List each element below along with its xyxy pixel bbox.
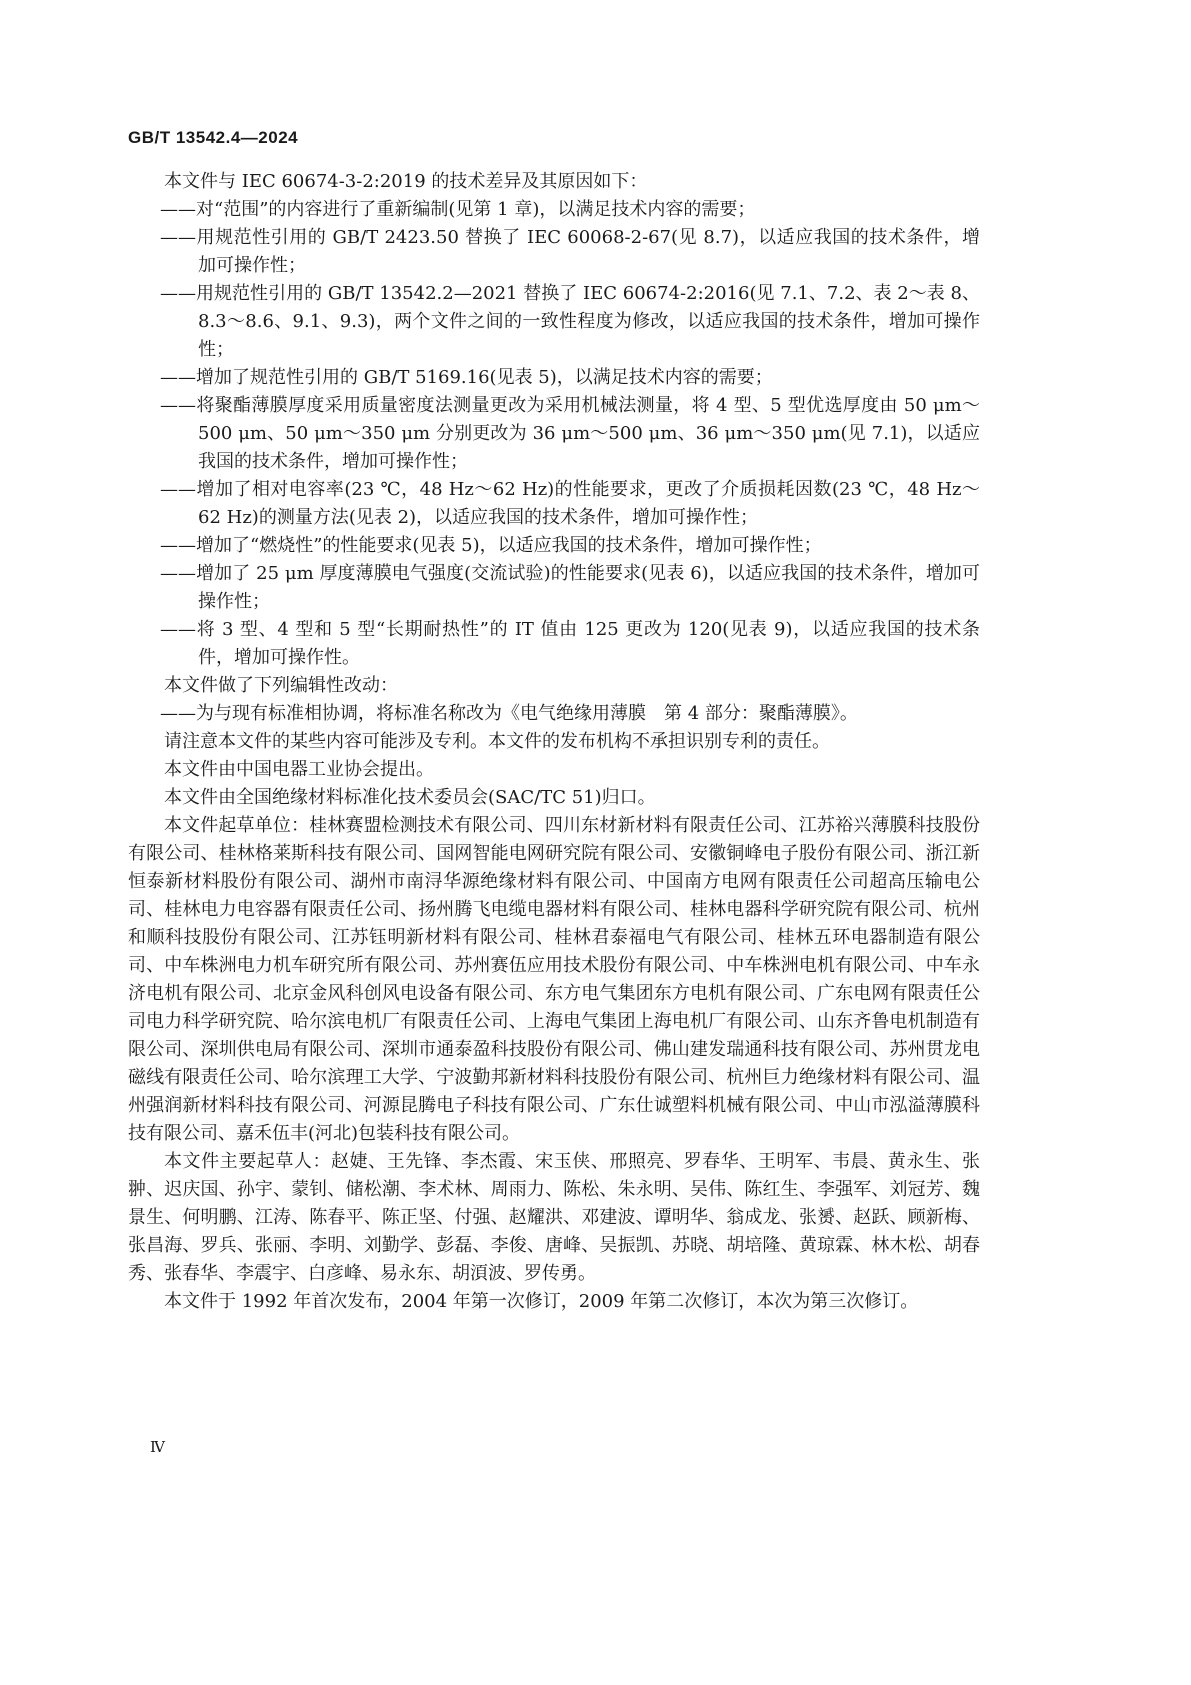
tech-diff-item: ——增加了 25 μm 厚度薄膜电气强度(交流试验)的性能要求(见表 6)，以适应我国的技术条件，增加可操作性；: [160, 563, 980, 612]
page-number: Ⅳ: [150, 1438, 165, 1456]
tech-diff-item: ——增加了规范性引用的 GB/T 5169.16(见表 5)，以满足技术内容的需要；: [160, 367, 773, 388]
tech-diff-item: ——增加了相对电容率(23 ℃，48 Hz～62 Hz)的性能要求，更改了介质损耗因数(23 ℃，48 Hz～62 Hz)的测量方法(见表 2)，以适应我国的技术条件，增加可操作性；: [160, 479, 980, 528]
tech-diff-intro: 本文件与 IEC 60674-3-2:2019 的技术差异及其原因如下：: [164, 171, 648, 192]
patent-note: 请注意本文件的某些内容可能涉及专利。本文件的发布机构不承担识别专利的责任。: [164, 731, 830, 752]
tech-diff-item: ——用规范性引用的 GB/T 2423.50 替换了 IEC 60068-2-67(见 8.7)，以适应我国的技术条件，增加可操作性；: [160, 227, 980, 276]
main-drafters: 本文件主要起草人：赵婕、王先锋、李杰霞、宋玉侠、邢照亮、罗春华、王明军、韦晨、黄永生、张翀、迟庆国、孙宇、蒙钊、储松潮、李术林、周雨力、陈松、朱永明、吴伟、陈红生、李强军、刘冠芳、魏景生、何明鹏、江涛、陈春平、陈正坚、付强、赵耀洪、邓建波、谭明华、翁成龙、张赟、赵跃、顾新梅、张昌海、罗兵、张丽、李明、刘勤学、彭磊、李俊、唐峰、吴振凯、苏晓、胡培隆、黄琼霖、林木松、胡春秀、张春华、李震宇、白彦峰、易永东、胡湏波、罗传勇。: [128, 1151, 980, 1284]
drafting-units: 本文件起草单位：桂林赛盟检测技术有限公司、四川东材新材料有限责任公司、江苏裕兴薄膜科技股份有限公司、桂林格莱斯科技有限公司、国网智能电网研究院有限公司、安徽铜峰电子股份有限公司、浙江新恒泰新材料股份有限公司、湖州市南浔华源绝缘材料有限公司、中国南方电网有限责任公司超高压输电公司、桂林电力电容器有限责任公司、扬州腾飞电缆电器材料有限公司、桂林电器科学研究院有限公司、杭州和顺科技股份有限公司、江苏钰明新材料有限公司、桂林君泰福电气有限公司、桂林五环电器制造有限公司、中车株洲电力机车研究所有限公司、苏州赛伍应用技术股份有限公司、中车株洲电机有限公司、中车永济电机有限公司、北京金风科创风电设备有限公司、东方电气集团东方电机有限公司、广东电网有限责任公司电力科学研究院、哈尔滨电机厂有限责任公司、上海电气集团上海电机厂有限公司、山东齐鲁电机制造有限公司、深圳供电局有限公司、深圳市通泰盈科技股份有限公司、佛山建发瑞通科技有限公司、苏州贯龙电磁线有限责任公司、哈尔滨理工大学、宁波勤邦新材料科技股份有限公司、杭州巨力绝缘材料有限公司、温州强润新材料科技有限公司、河源昆腾电子科技有限公司、广东仕诚塑料机械有限公司、中山市泓溢薄膜科技有限公司、嘉禾伍丰(河北)包装科技有限公司。: [128, 815, 980, 1144]
editorial-change-item: ——为与现有标准相协调，将标准名称改为《电气绝缘用薄膜 第 4 部分：聚酯薄膜》。: [160, 703, 858, 724]
tech-diff-item: ——对“范围”的内容进行了重新编制(见第 1 章)，以满足技术内容的需要；: [160, 199, 756, 220]
foreword-body: [128, 168, 980, 1316]
revision-history: 本文件于 1992 年首次发布，2004 年第一次修订，2009 年第二次修订，本次为第三次修订。: [164, 1291, 919, 1312]
tech-diff-item: ——用规范性引用的 GB/T 13542.2—2021 替换了 IEC 60674-2:2016(见 7.1、7.2、表 2～表 8、8.3～8.6、9.1、9.3)，两个文件之间的一致性程度为修改，以适应我国的技术条件，增加可操作性；: [160, 283, 980, 360]
tech-diff-item: ——增加了“燃烧性”的性能要求(见表 5)，以适应我国的技术条件，增加可操作性；: [160, 535, 822, 556]
tech-diff-item: ——将聚酯薄膜厚度采用质量密度法测量更改为采用机械法测量，将 4 型、5 型优选厚度由 50 μm～500 μm、50 μm～350 μm 分别更改为 36 μm～500 μm、36 μm～350 μm(见 7.1)，以适应我国的技术条件，增加可操作性；: [160, 395, 980, 472]
tech-diff-item: ——将 3 型、4 型和 5 型“长期耐热性”的 IT 值由 125 更改为 120(见表 9)，以适应我国的技术条件，增加可操作性。: [160, 619, 980, 668]
proposed-by: 本文件由中国电器工业协会提出。: [164, 759, 434, 780]
centralized-by: 本文件由全国绝缘材料标准化技术委员会(SAC/TC 51)归口。: [164, 787, 656, 808]
editorial-intro: 本文件做了下列编辑性改动：: [164, 675, 398, 696]
standard-number: GB/T 13542.4—2024: [128, 128, 299, 147]
